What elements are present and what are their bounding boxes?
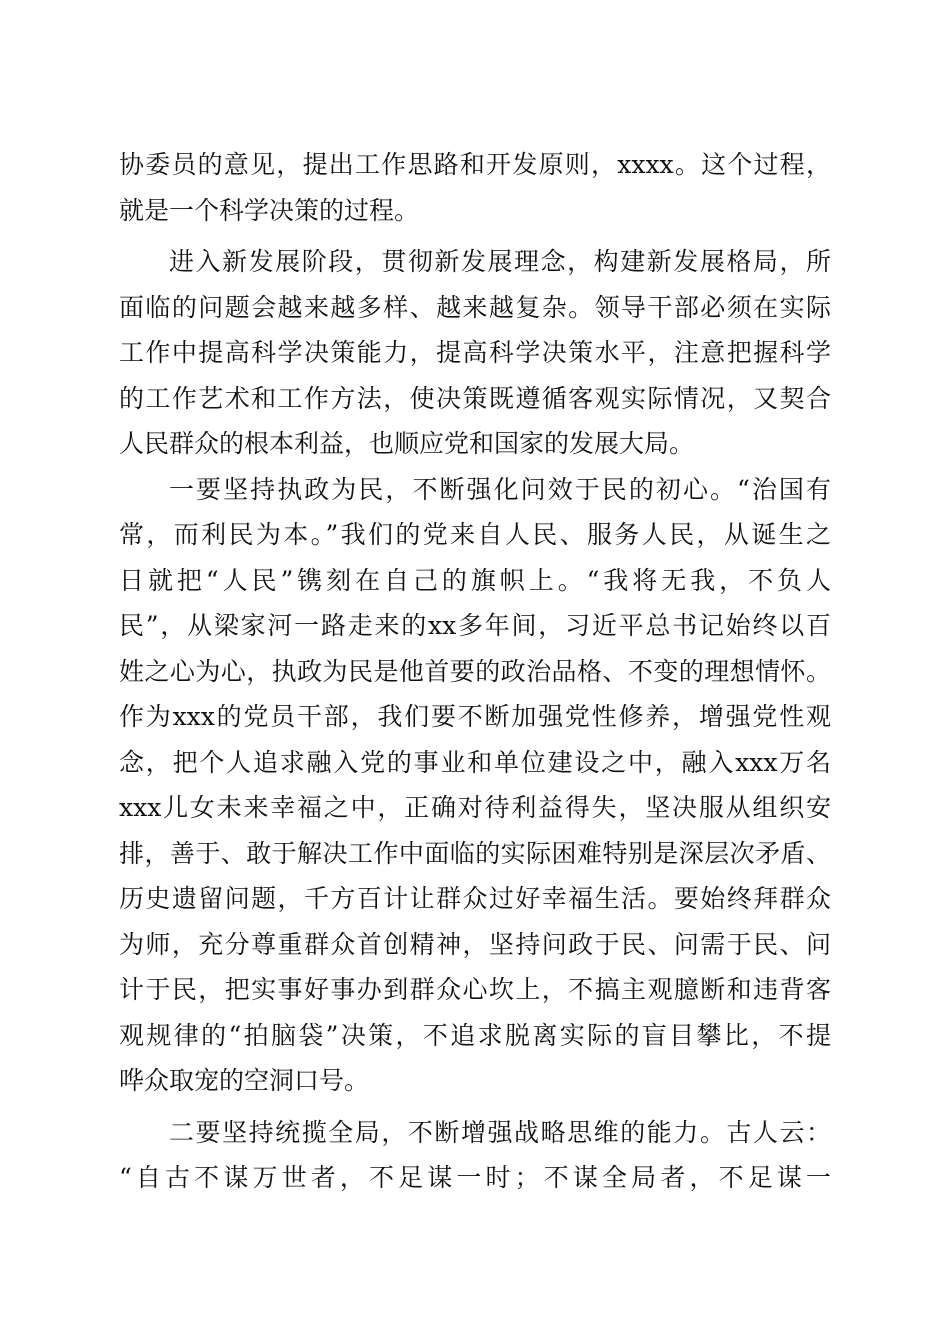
text-line: 排，善于、敢于解决工作中面临的实际困难特别是深层次矛盾、	[119, 838, 831, 868]
paragraph	[119, 1110, 831, 1201]
text-line: 念，把个人追求融入党的事业和单位建设之中，融入xxx万名	[119, 747, 831, 777]
text-line: 工作中提高科学决策能力，提高科学决策水平，注意把握科学	[119, 338, 831, 367]
text-line: 面临的问题会越来越多样、越来越复杂。领导干部必须在实际	[119, 292, 831, 322]
paragraph	[119, 239, 831, 467]
document-body	[119, 142, 831, 1201]
text-line: 姓之心为心，执政为民是他首要的政治品格、不变的理想情怀。	[119, 656, 831, 686]
text-line: 二要坚持统揽全局，不断增强战略思维的能力。古人云：	[169, 1117, 831, 1147]
paragraph	[119, 467, 831, 1104]
text-line: 作为xxx的党员干部，我们要不断加强党性修养，增强党性观	[119, 702, 831, 731]
text-line: 的工作艺术和工作方法，使决策既遵循客观实际情况，又契合	[119, 383, 831, 413]
paragraph	[119, 142, 831, 233]
text-line: 历史遗留问题，千方百计让群众过好幸福生活。要始终拜群众	[119, 884, 831, 913]
text-line: 一要坚持执政为民，不断强化问效于民的初心。“治国有	[169, 474, 831, 504]
text-line: 计于民，把实事好事办到群众心坎上，不搞主观臆断和违背客	[119, 975, 831, 1004]
text-line: 就是一个科学决策的过程。	[119, 195, 420, 225]
text-line: 为师，充分尊重群众首创精神，坚持问政于民、问需于民、问	[119, 929, 831, 959]
text-line: 哗众取宠的空洞口号。	[119, 1066, 370, 1095]
text-line: 人民群众的根本利益，也顺应党和国家的发展大局。	[119, 429, 695, 458]
text-line: 观规律的“拍脑袋”决策，不追求脱离实际的盲目攀比，不提	[119, 1020, 831, 1050]
text-line: 日就把“人民”镌刻在自己的旗帜上。“我将无我，不负人	[119, 565, 831, 595]
text-line: 协委员的意见，提出工作思路和开发原则，xxxx。这个过程，	[119, 150, 831, 179]
text-line: 民”，从梁家河一路走来的xx多年间，习近平总书记始终以百	[119, 611, 831, 640]
text-line: 进入新发展阶段，贯彻新发展理念，构建新发展格局，所	[169, 247, 831, 276]
text-line: “自古不谋万世者，不足谋一时；不谋全局者，不足谋一	[119, 1163, 831, 1192]
text-line: xxx儿女未来幸福之中，正确对待利益得失，坚决服从组织安	[119, 793, 831, 822]
text-line: 常，而利民为本。”我们的党来自人民、服务人民，从诞生之	[119, 520, 831, 549]
